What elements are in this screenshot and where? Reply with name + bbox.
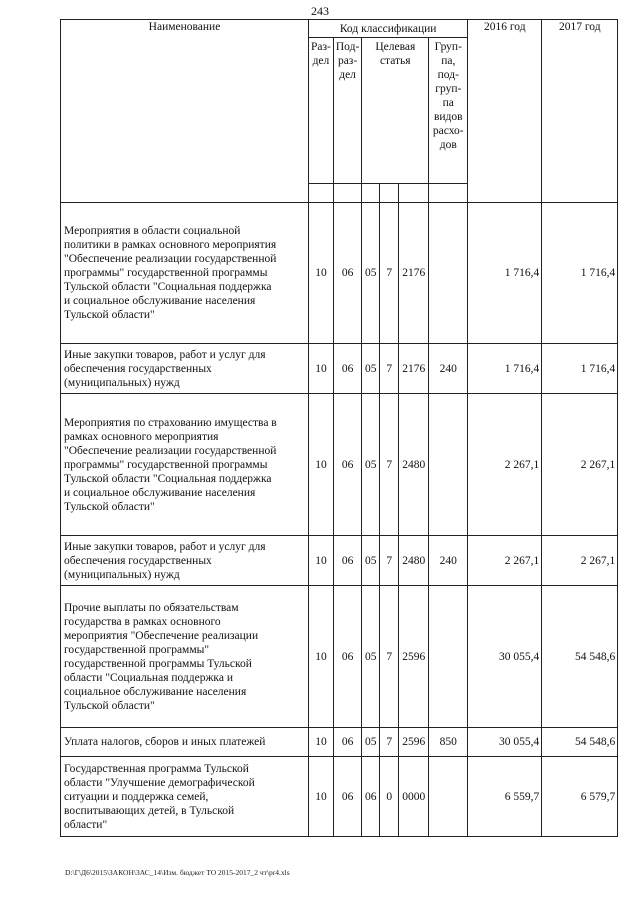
row-article-subprogram: 7 [380,394,399,536]
table-row [61,586,618,728]
header-classification-code: Код классификации [309,20,468,38]
header-subsection [333,38,361,184]
row-name-line: Государственная программа Тульской [64,762,249,775]
spacer-cell [333,184,361,203]
row-article-program: 05 [362,203,380,344]
row-amount-2016: 1 716,4 [468,203,542,344]
row-article-subprogram: 7 [380,203,399,344]
row-subsection: 06 [333,586,361,728]
row-section: 10 [309,394,334,536]
row-article-subprogram: 7 [380,344,399,394]
row-article-program: 05 [362,728,380,757]
row-group [429,757,468,837]
row-name-line: Тульской области" [64,309,155,321]
row-name [61,344,309,394]
row-section: 10 [309,203,334,344]
row-subsection: 06 [333,536,361,586]
row-name [61,757,309,837]
header-text-line: Целевая [375,41,416,53]
row-name [61,728,309,757]
table-row [61,344,618,394]
row-article-direction: 2176 [399,344,429,394]
row-name-line: государственной программы" [64,643,210,656]
row-name-line: государства в рамках основного [64,615,221,628]
row-name-line: Тульской области" [64,699,155,712]
table-row [61,536,618,586]
header-text-line: статья [379,55,411,67]
spacer-cell [362,184,380,203]
row-group: 850 [429,728,468,757]
row-name-line: социальное обслуживание населения [64,685,247,698]
row-name-line: и социальное обслуживание населения [64,295,256,307]
header-text-line: груп- [435,83,462,95]
row-amount-2017: 6 579,7 [542,757,618,837]
row-name-line: "Обеспечение реализации государственной [64,253,277,265]
table-row [61,394,618,536]
spacer-cell [309,184,334,203]
row-amount-2017: 54 548,6 [542,728,618,757]
page-number: 243 [311,4,329,18]
table-row [61,757,618,837]
row-article-direction: 2176 [399,203,429,344]
row-name-line: воспитывающих детей, в Тульской [64,804,235,817]
header-text-line: па [442,97,454,109]
row-amount-2017: 54 548,6 [542,586,618,728]
row-name-line: политики в рамках основного мероприятия [64,239,277,251]
row-subsection: 06 [333,203,361,344]
row-article-subprogram: 7 [380,586,399,728]
row-name-line: Иные закупки товаров, работ и услуг для [64,540,266,553]
row-amount-2016: 6 559,7 [468,757,542,837]
header-year-2016: 2016 год [468,20,542,203]
row-name-line: области "Улучшение демографической [64,776,255,789]
row-name [61,203,309,344]
row-amount-2017: 1 716,4 [542,203,618,344]
header-text-line: Груп- [434,41,462,53]
header-section [309,38,334,184]
file-path-footer: D:\Г\Д6\2015\ЗАКОН\ЗАС_14\Изм. бюджет ТО 2015-2017_2 чт\pr4.xls [65,868,290,877]
row-name [61,394,309,536]
row-name-line: программы" государственной программы [64,458,268,471]
row-subsection: 06 [333,757,361,837]
budget-table [60,19,618,837]
row-article-program: 05 [362,586,380,728]
table-row [61,203,618,344]
row-amount-2016: 2 267,1 [468,536,542,586]
row-name-line: обеспечения государственных [64,362,212,375]
row-name-line: Тульской области "Социальная поддержка [64,281,272,293]
header-group [429,38,468,184]
table-row [61,728,618,757]
row-amount-2016: 30 055,4 [468,728,542,757]
row-article-subprogram: 7 [380,728,399,757]
header-text-line: дов [439,139,457,151]
row-name-line: Тульской области "Социальная поддержка [64,472,272,485]
row-name-line: Мероприятия в области социальной [64,225,241,237]
row-subsection: 06 [333,394,361,536]
row-group: 240 [429,344,468,394]
row-article-direction: 2596 [399,586,429,728]
header-text-line: Под- [335,41,360,53]
header-text-line: па, [441,55,456,67]
row-amount-2016: 30 055,4 [468,586,542,728]
row-name-line: рамках основного мероприятия [64,430,219,443]
header-text-line: расхо- [432,125,464,137]
row-amount-2016: 2 267,1 [468,394,542,536]
header-text-line: дел [312,55,330,67]
row-amount-2017: 1 716,4 [542,344,618,394]
header-text-line: под- [437,69,459,81]
header-text-line: раз- [337,55,358,67]
header-text-line: Раз- [311,41,331,53]
row-name-line: мероприятия "Обеспечение реализации [64,629,259,642]
row-article-program: 05 [362,344,380,394]
header-target-article [362,38,429,184]
row-group [429,394,468,536]
row-name-line: "Обеспечение реализации государственной [64,444,277,457]
row-article-direction: 2596 [399,728,429,757]
row-name [61,586,309,728]
row-name-line: Прочие выплаты по обязательствам [64,601,239,614]
header-row [61,20,618,38]
row-name-line: программы" государственной программы [64,267,268,279]
row-amount-2016: 1 716,4 [468,344,542,394]
row-name-line: (муниципальных) нужд [64,376,180,389]
spacer-cell [429,184,468,203]
row-name-line: и социальное обслуживание населения [64,486,256,499]
row-article-program: 05 [362,394,380,536]
spacer-cell [380,184,399,203]
row-name-line: (муниципальных) нужд [64,568,180,581]
row-name-line: Иные закупки товаров, работ и услуг для [64,348,266,361]
row-name-line: Тульской области" [64,500,155,513]
row-amount-2017: 2 267,1 [542,394,618,536]
row-name-line: обеспечения государственных [64,554,212,567]
header-name: Наименование [61,20,309,203]
spacer-cell [399,184,429,203]
row-article-direction: 2480 [399,394,429,536]
row-amount-2017: 2 267,1 [542,536,618,586]
row-group: 240 [429,536,468,586]
row-section: 10 [309,728,334,757]
header-text-line: видов [433,111,463,123]
row-name-line: области" [64,818,108,831]
row-subsection: 06 [333,728,361,757]
row-section: 10 [309,586,334,728]
row-group [429,203,468,344]
row-section: 10 [309,757,334,837]
row-article-direction: 2480 [399,536,429,586]
header-year-2017: 2017 год [542,20,618,203]
row-article-subprogram: 0 [380,757,399,837]
row-article-direction: 0000 [399,757,429,837]
row-name-line: Уплата налогов, сборов и иных платежей [64,736,266,748]
row-article-subprogram: 7 [380,536,399,586]
row-name-line: области "Социальная поддержка и [64,671,233,684]
row-section: 10 [309,536,334,586]
header-text-line: дел [339,69,356,81]
row-article-program: 05 [362,536,380,586]
row-name-line: государственной программы Тульской [64,657,252,670]
row-name-line: Мероприятия по страхованию имущества в [64,416,277,429]
row-group [429,586,468,728]
row-name [61,536,309,586]
row-subsection: 06 [333,344,361,394]
row-article-program: 06 [362,757,380,837]
row-name-line: ситуации и поддержка семей, [64,790,209,803]
row-section: 10 [309,344,334,394]
